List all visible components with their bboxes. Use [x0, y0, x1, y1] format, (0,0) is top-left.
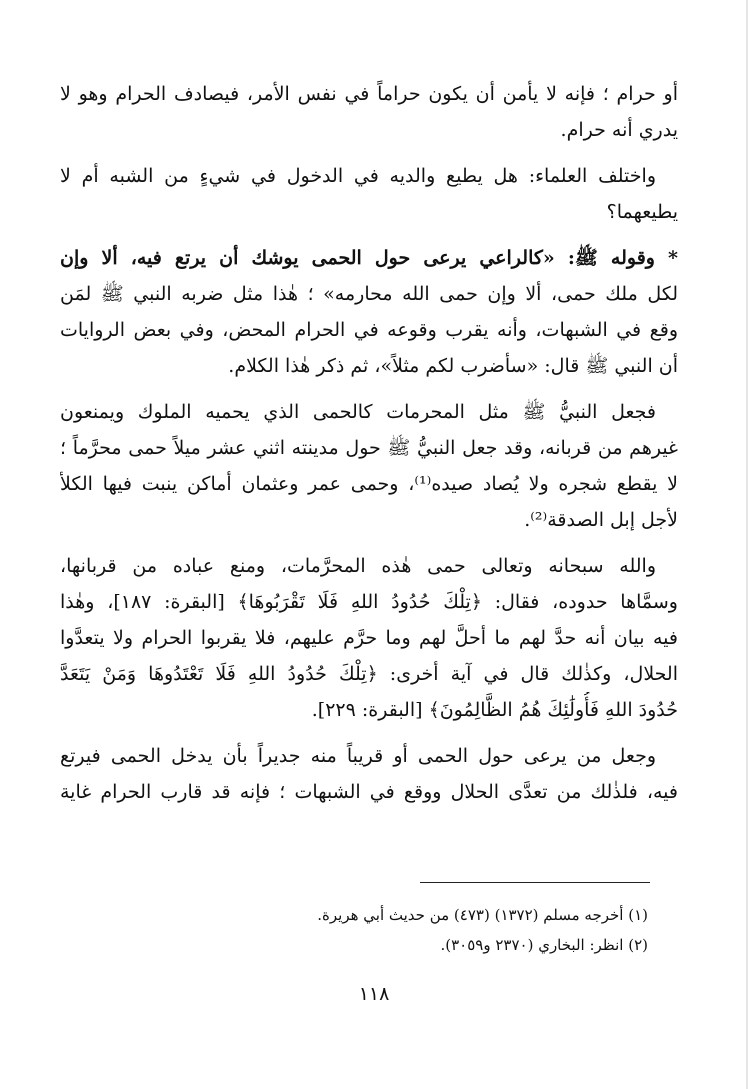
- text-line: وقع في الشبهات، وأنه يقرب وقوعه في الحرام المحض، وفي بعض الروايات: [60, 319, 678, 341]
- text-line: * وقوله ﷺ: «كالراعي يرعى حول الحمى يوشك أن يرتع فيه، ألا وإن: [60, 247, 678, 269]
- paragraph-4: [60, 394, 678, 538]
- text-line: فيه بيان أنه حدَّ لهم ما أحلَّ لهم وما حرَّم عليهم، فلا يقربوا الحرام ولا يتعدَّوا: [60, 627, 678, 649]
- text-line: فجعل النبيُّ ﷺ مثل المحرمات كالحمى الذي يحميه الملوك ويمنعون: [60, 401, 656, 423]
- paragraph-6: [60, 738, 678, 810]
- text-line: أو حرام ؛ فإنه لا يأمن أن يكون حراماً في نفس الأمر، فيصادف الحرام وهو لا: [60, 83, 678, 105]
- text-line: يطيعهما؟: [606, 201, 678, 223]
- paragraph-3: [60, 240, 678, 384]
- page-number: ١١٨: [358, 983, 390, 1005]
- text-line: وجعل من يرعى حول الحمى أو قريباً منه جديراً بأن يدخل الحمى فيرتع: [60, 745, 656, 767]
- footnote-1: (١) أخرجه مسلم (١٣٧٢) (٤٧٣) من حديث أبي هريرة.: [317, 906, 648, 924]
- text-line: لكل ملك حمى، ألا وإن حمى الله محارمه» ؛ هٰذا مثل ضربه النبي ﷺ لمَن: [60, 283, 678, 305]
- text-line: الحلال، وكذٰلك قال في آية أخرى: ﴿تِلْكَ حُدُودُ اللهِ فَلَا تَعْتَدُوهَا وَمَنْ يَتَعَدَّ: [60, 663, 678, 685]
- footnote-2: (٢) انظر: البخاري (٢٣٧٠ و٣٠٥٩).: [440, 936, 648, 954]
- text-line: واختلف العلماء: هل يطيع والديه في الدخول في شيءٍ من الشبه أم لا: [60, 165, 656, 187]
- text-line: والله سبحانه وتعالى حمى هٰذه المحرَّمات، ومنع عباده من قربانها،: [60, 555, 656, 577]
- text-line: لا يقطع شجره ولا يُصاد صيده⁽¹⁾، وحمى عمر وعثمان أماكن ينبت فيها الكلأ: [60, 473, 678, 495]
- paragraph-5: [60, 548, 678, 728]
- text-line: أن النبي ﷺ قال: «سأضرب لكم مثلاً»، ثم ذكر هٰذا الكلام.: [228, 355, 678, 377]
- main-text: [60, 76, 678, 820]
- text-line: لأجل إبل الصدقة⁽²⁾.: [524, 509, 678, 531]
- text-line: فيه، فلذٰلك من تعدَّى الحلال ووقع في الشبهات ؛ فإنه قد قارب الحرام غاية: [60, 781, 678, 803]
- paragraph-1: [60, 76, 678, 148]
- paragraph-2: [60, 158, 678, 230]
- text-line: وسمَّاها حدوده، فقال: ﴿تِلْكَ حُدُودُ اللهِ فَلَا تَقْرَبُوهَا﴾ [البقرة: ١٨٧]، وهٰذا: [60, 591, 678, 613]
- footnote-separator: [420, 882, 650, 883]
- text-line: يدري أنه حرام.: [560, 119, 678, 141]
- text-line: حُدُودَ اللهِ فَأُولَٰئِكَ هُمُ الظَّالِمُونَ﴾ [البقرة: ٢٢٩].: [311, 699, 678, 721]
- footnotes: [228, 900, 648, 960]
- text-line: غيرهم من قربانه، وقد جعل النبيُّ ﷺ حول مدينته اثني عشر ميلاً حمى محرَّماً ؛: [60, 437, 678, 459]
